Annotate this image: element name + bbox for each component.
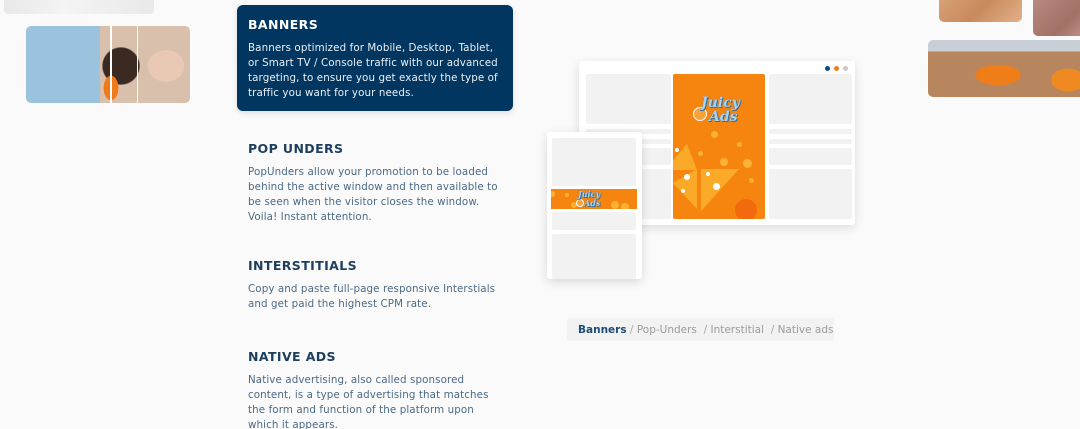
bubble-shape bbox=[681, 189, 685, 193]
bubble-shape bbox=[611, 201, 619, 209]
mobile-device-mockup bbox=[547, 132, 642, 279]
bubble-shape bbox=[743, 159, 752, 168]
tab-separator: / bbox=[764, 323, 778, 336]
placeholder-block bbox=[769, 148, 852, 165]
feature-title: BANNERS bbox=[248, 17, 319, 32]
feature-card-pop-unders[interactable] bbox=[237, 129, 513, 235]
placeholder-block bbox=[552, 212, 636, 230]
bubble-shape bbox=[551, 191, 555, 197]
feature-title: NATIVE ADS bbox=[248, 349, 336, 364]
tab-banners[interactable]: Banners bbox=[578, 323, 627, 336]
bubble-shape bbox=[565, 193, 569, 197]
placeholder-block bbox=[586, 74, 671, 124]
photo-thumbnail-beach bbox=[928, 40, 1080, 97]
bubble-shape bbox=[737, 142, 742, 147]
tab-separator: / bbox=[626, 323, 637, 336]
placeholder-block bbox=[769, 169, 852, 219]
feature-title: POP UNDERS bbox=[248, 141, 344, 156]
horizontal-banner-ad bbox=[551, 189, 637, 209]
window-dot-icon bbox=[825, 66, 830, 71]
tab-native-ads[interactable]: Native ads bbox=[777, 323, 834, 336]
feature-description: Copy and paste full-page responsive Interstials and get paid the highest CPM rate. bbox=[248, 283, 496, 310]
bubble-shape bbox=[675, 148, 679, 152]
brand-logo-text: Juicy bbox=[578, 189, 601, 199]
tab-separator: / bbox=[696, 323, 711, 336]
placeholder-block bbox=[769, 74, 852, 124]
feature-description: Banners optimized for Mobile, Desktop, Tablet, or Smart TV / Console traffic with our advanced targeting, to ensure you get exactly the type of traffic you want for your needs. bbox=[248, 42, 498, 99]
bubble-shape bbox=[698, 151, 703, 156]
tab-pop-unders[interactable]: Pop-Unders bbox=[636, 323, 697, 336]
photo-thumbnail bbox=[939, 0, 1022, 22]
feature-card-banners[interactable] bbox=[237, 5, 513, 111]
bubble-shape bbox=[713, 183, 720, 190]
photo-thumbnail bbox=[1033, 0, 1080, 36]
feature-description: PopUnders allow your promotion to be loaded behind the active window and then available to be seen when the visitor closes the window. Voila! Instant attention. bbox=[248, 166, 498, 223]
brand-logo-text: Juicy bbox=[701, 95, 740, 111]
window-dot-icon bbox=[843, 66, 848, 71]
bubble-shape bbox=[735, 199, 757, 219]
bubble-shape bbox=[711, 131, 718, 138]
window-dot-icon bbox=[834, 66, 839, 71]
brand-logo-text: Ads bbox=[709, 109, 738, 125]
bubble-shape bbox=[720, 158, 728, 166]
brand-logo-text: Ads bbox=[584, 198, 601, 208]
placeholder-block bbox=[552, 138, 636, 186]
placeholder-line bbox=[769, 139, 852, 144]
bubble-shape bbox=[749, 178, 754, 183]
photo-thumbnail bbox=[4, 0, 154, 14]
feature-description: Native advertising, also called sponsored content, is a type of advertising that matches the form and function of the platform upon which it appears. bbox=[248, 374, 489, 429]
placeholder-block bbox=[552, 234, 636, 279]
ad-format-list bbox=[237, 5, 513, 429]
bubble-shape bbox=[684, 174, 690, 180]
feature-title: INTERSTITIALS bbox=[248, 258, 358, 273]
bubble-shape bbox=[621, 203, 629, 209]
ad-format-tabs bbox=[567, 318, 834, 341]
tab-interstitial[interactable]: Interstitial bbox=[710, 323, 765, 336]
orange-slice-logo-icon bbox=[576, 199, 584, 207]
feature-card-native-ads[interactable] bbox=[237, 337, 513, 429]
placeholder-line bbox=[769, 129, 852, 134]
photo-thumbnail-woman-smiling bbox=[26, 26, 190, 103]
bubble-shape bbox=[706, 172, 710, 176]
vertical-banner-ad bbox=[673, 74, 765, 219]
window-controls bbox=[825, 66, 848, 71]
feature-card-interstitials[interactable] bbox=[237, 246, 513, 322]
